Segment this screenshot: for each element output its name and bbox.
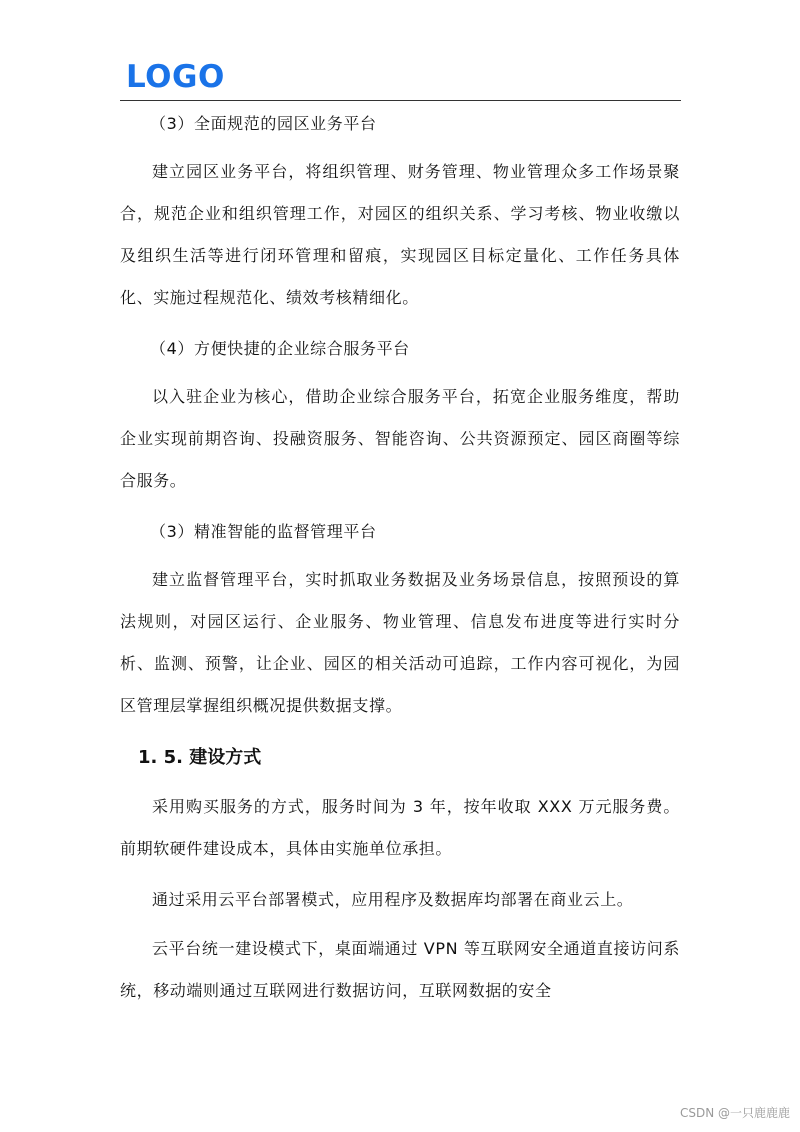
subheading-business-platform: （3）全面规范的园区业务平台 [150, 114, 377, 133]
paragraph-purchase-service: 采用购买服务的方式，服务时间为 3 年，按年收取 XXX 万元服务费。前期软硬件建设成本，具体由实施单位承担。 [120, 797, 680, 858]
paragraph-cloud-deployment: 通过采用云平台部署模式，应用程序及数据库均部署在商业云上。 [152, 890, 634, 909]
section-heading-construction-method: 1. 5. 建设方式 [138, 747, 262, 768]
header-divider [120, 100, 681, 101]
paragraph-supervision-platform: 建立监督管理平台，实时抓取业务数据及业务场景信息，按照预设的算法规则，对园区运行、企业服务、物业管理、信息发布进度等进行实时分析、监测、预警，让企业、园区的相关活动可追踪，工作内容可视化，为园区管理层掌握组织概况提供数据支撑。 [120, 570, 680, 715]
paragraph-business-platform: 建立园区业务平台，将组织管理、财务管理、物业管理众多工作场景聚合，规范企业和组织管理工作，对园区的组织关系、学习考核、物业收缴以及组织生活等进行闭环管理和留痕，实现园区目标定量化、工作任务具体化、实施过程规范化、绩效考核精细化。 [120, 162, 680, 307]
paragraph-service-platform: 以入驻企业为核心，借助企业综合服务平台，拓宽企业服务维度，帮助企业实现前期咨询、投融资服务、智能咨询、公共资源预定、园区商圈等综合服务。 [120, 387, 680, 490]
logo: LOGO [126, 59, 225, 95]
subheading-supervision-platform: （3）精准智能的监督管理平台 [150, 522, 377, 541]
paragraph-unified-cloud: 云平台统一建设模式下，桌面端通过 VPN 等互联网安全通道直接访问系统，移动端则通过互联网进行数据访问，互联网数据的安全 [120, 939, 680, 1000]
subheading-service-platform: （4）方便快捷的企业综合服务平台 [150, 339, 410, 358]
watermark: CSDN @一只鹿鹿鹿 [679, 1106, 790, 1120]
